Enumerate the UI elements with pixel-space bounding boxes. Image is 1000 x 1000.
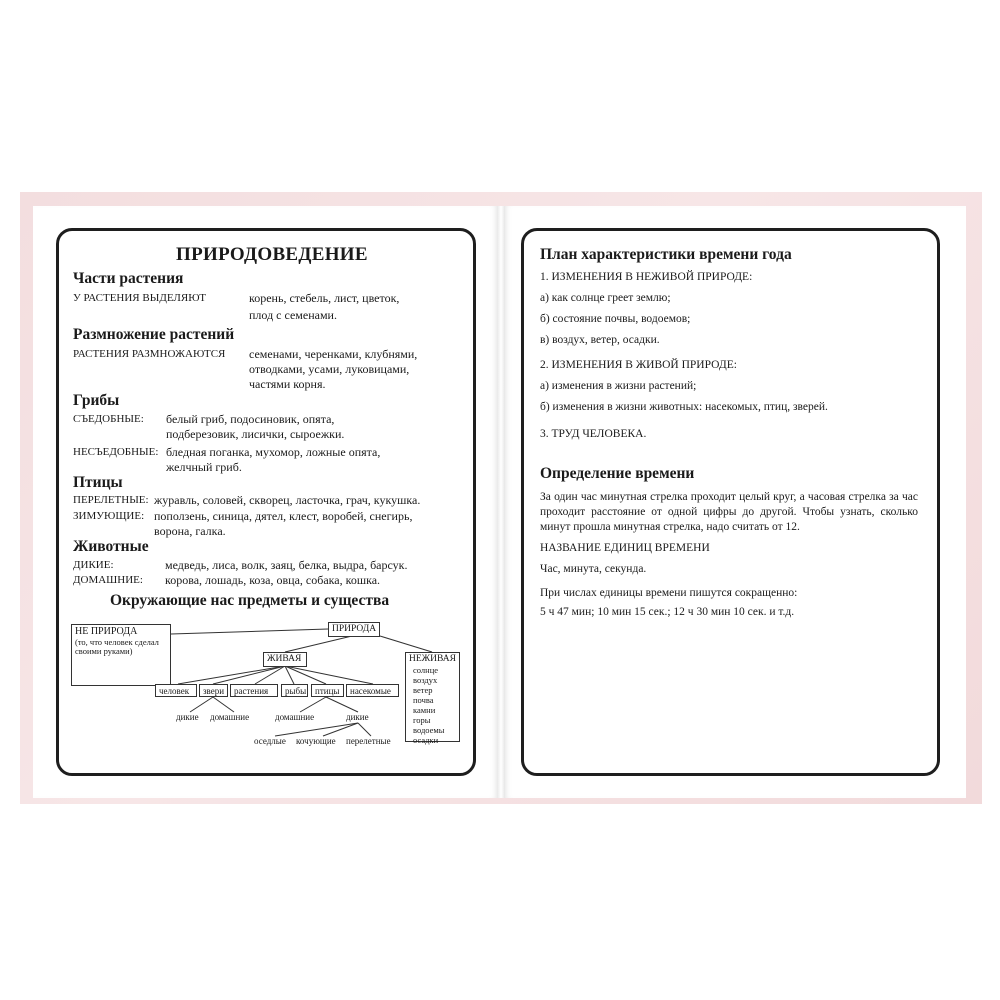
nature-box: ПРИРОДА [328, 622, 380, 637]
plan-item: 3. ТРУД ЧЕЛОВЕКА. [540, 428, 647, 440]
edible-text: белый гриб, подосиновик, опята, [166, 412, 335, 426]
propagation-text: семенами, черенками, клубнями, [249, 347, 418, 361]
plan-item: 2. ИЗМЕНЕНИЯ В ЖИВОЙ ПРИРОДЕ: [540, 359, 737, 371]
plan-item: 1. ИЗМЕНЕНИЯ В НЕЖИВОЙ ПРИРОДЕ: [540, 271, 753, 283]
domestic-label: ДОМАШНИЕ: [73, 574, 143, 586]
wild-text: медведь, лиса, волк, заяц, белка, выдра, барсук. [165, 558, 408, 572]
living-item: звери [199, 684, 228, 697]
units-heading: НАЗВАНИЕ ЕДИНИЦ ВРЕМЕНИ [540, 542, 710, 554]
plan-subitem: в) воздух, ветер, осадки. [540, 334, 660, 346]
nonliving-item: камни [413, 704, 436, 715]
migratory-text: журавль, соловей, скворец, ласточка, грач, кукушка. [154, 493, 421, 507]
nonliving-item: воздух [413, 674, 438, 685]
wild-birds-migratory: перелетные [346, 736, 391, 746]
plant-parts-text: корень, стебель, лист, цветок, [249, 291, 400, 305]
wild-birds-sedentary: оседлые [254, 736, 286, 746]
diagram-heading: Окружающие нас предметы и существа [110, 592, 390, 609]
birds-heading: Птицы [73, 474, 123, 491]
wild-label: ДИКИЕ: [73, 559, 114, 571]
plant-parts-heading: Части растения [73, 270, 184, 287]
inedible-text: бледная поганка, мухомор, ложные опята, [166, 445, 381, 459]
living-box: ЖИВАЯ [263, 652, 307, 667]
plan-subitem: б) состояние почвы, водоемов; [540, 313, 691, 325]
edible-label: СЪЕДОБНЫЕ: [73, 413, 144, 425]
migratory-label: ПЕРЕЛЕТНЫЕ: [73, 494, 149, 506]
nonliving-box [405, 652, 460, 745]
nonliving-item: солнце [413, 664, 439, 675]
plan-subitem: а) изменения в жизни растений; [540, 380, 697, 392]
propagation-text: отводками, усами, луковицами, [249, 362, 410, 376]
birds-wild: дикие [346, 712, 369, 722]
wintering-label: ЗИМУЮЩИЕ: [73, 510, 145, 522]
page-title: ПРИРОДОВЕДЕНИЕ [176, 244, 368, 265]
nonliving-item: горы [413, 714, 431, 725]
living-item: рыбы [281, 684, 308, 697]
mushrooms-heading: Грибы [73, 392, 120, 409]
beasts-wild: дикие [176, 712, 199, 722]
beasts-domestic: домашние [210, 712, 250, 722]
not-nature-box [71, 624, 171, 686]
domestic-text: корова, лошадь, коза, овца, собака, кошка. [165, 573, 381, 587]
propagation-text: частями корня. [249, 377, 326, 391]
nonliving-item: почва [413, 694, 434, 705]
living-item: растения [230, 684, 278, 697]
units-text: Час, минута, секунда. [540, 563, 647, 575]
nonliving-item: осадки [413, 734, 439, 745]
plant-parts-text: плод с семенами. [249, 308, 337, 322]
edible-text: подберезовик, лисички, сыроежки. [166, 427, 345, 441]
nonliving-label: НЕЖИВАЯ [409, 654, 456, 664]
inedible-text: желчный гриб. [166, 460, 242, 474]
birds-domestic: домашние [275, 712, 315, 722]
animals-heading: Животные [73, 538, 149, 555]
propagation-label: РАСТЕНИЯ РАЗМНОЖАЮТСЯ [73, 348, 226, 360]
plan-subitem: а) как солнце греет землю; [540, 292, 671, 304]
plant-parts-label: У РАСТЕНИЯ ВЫДЕЛЯЮТ [73, 292, 206, 304]
plan-heading: План характеристики времени года [540, 246, 792, 263]
not-nature-label: НЕ ПРИРОДА [75, 626, 138, 637]
nonliving-item: водоемы [413, 724, 445, 735]
time-heading: Определение времени [540, 465, 695, 482]
abbrev-intro: При числах единицы времени пишутся сокращенно: [540, 587, 798, 599]
time-paragraph: За один час минутная стрелка проходит целый круг, а часовая стрелка за час проходит расстояние от одной цифры до другой. Чтобы узнать, сколько минут прошла минутная стрелка, надо считать от 12. [540, 491, 918, 533]
inedible-label: НЕСЪЕДОБНЫЕ: [73, 446, 159, 458]
wintering-text: поползень, синица, дятел, клест, воробей, снегирь, [154, 509, 413, 523]
wild-birds-nomadic: кочующие [296, 736, 336, 746]
living-item: человек [155, 684, 197, 697]
propagation-heading: Размножение растений [73, 326, 235, 343]
living-item: насекомые [346, 684, 399, 697]
not-nature-note: (то, что человек сделал своими руками) [75, 636, 159, 657]
nonliving-item: ветер [413, 684, 433, 695]
abbrev-example: 5 ч 47 мин; 10 мин 15 сек.; 12 ч 30 мин 10 сек. и т.д. [540, 606, 795, 618]
wintering-text: ворона, галка. [154, 524, 226, 538]
plan-subitem: б) изменения в жизни животных: насекомых, птиц, зверей. [540, 401, 828, 413]
living-item: птицы [311, 684, 344, 697]
